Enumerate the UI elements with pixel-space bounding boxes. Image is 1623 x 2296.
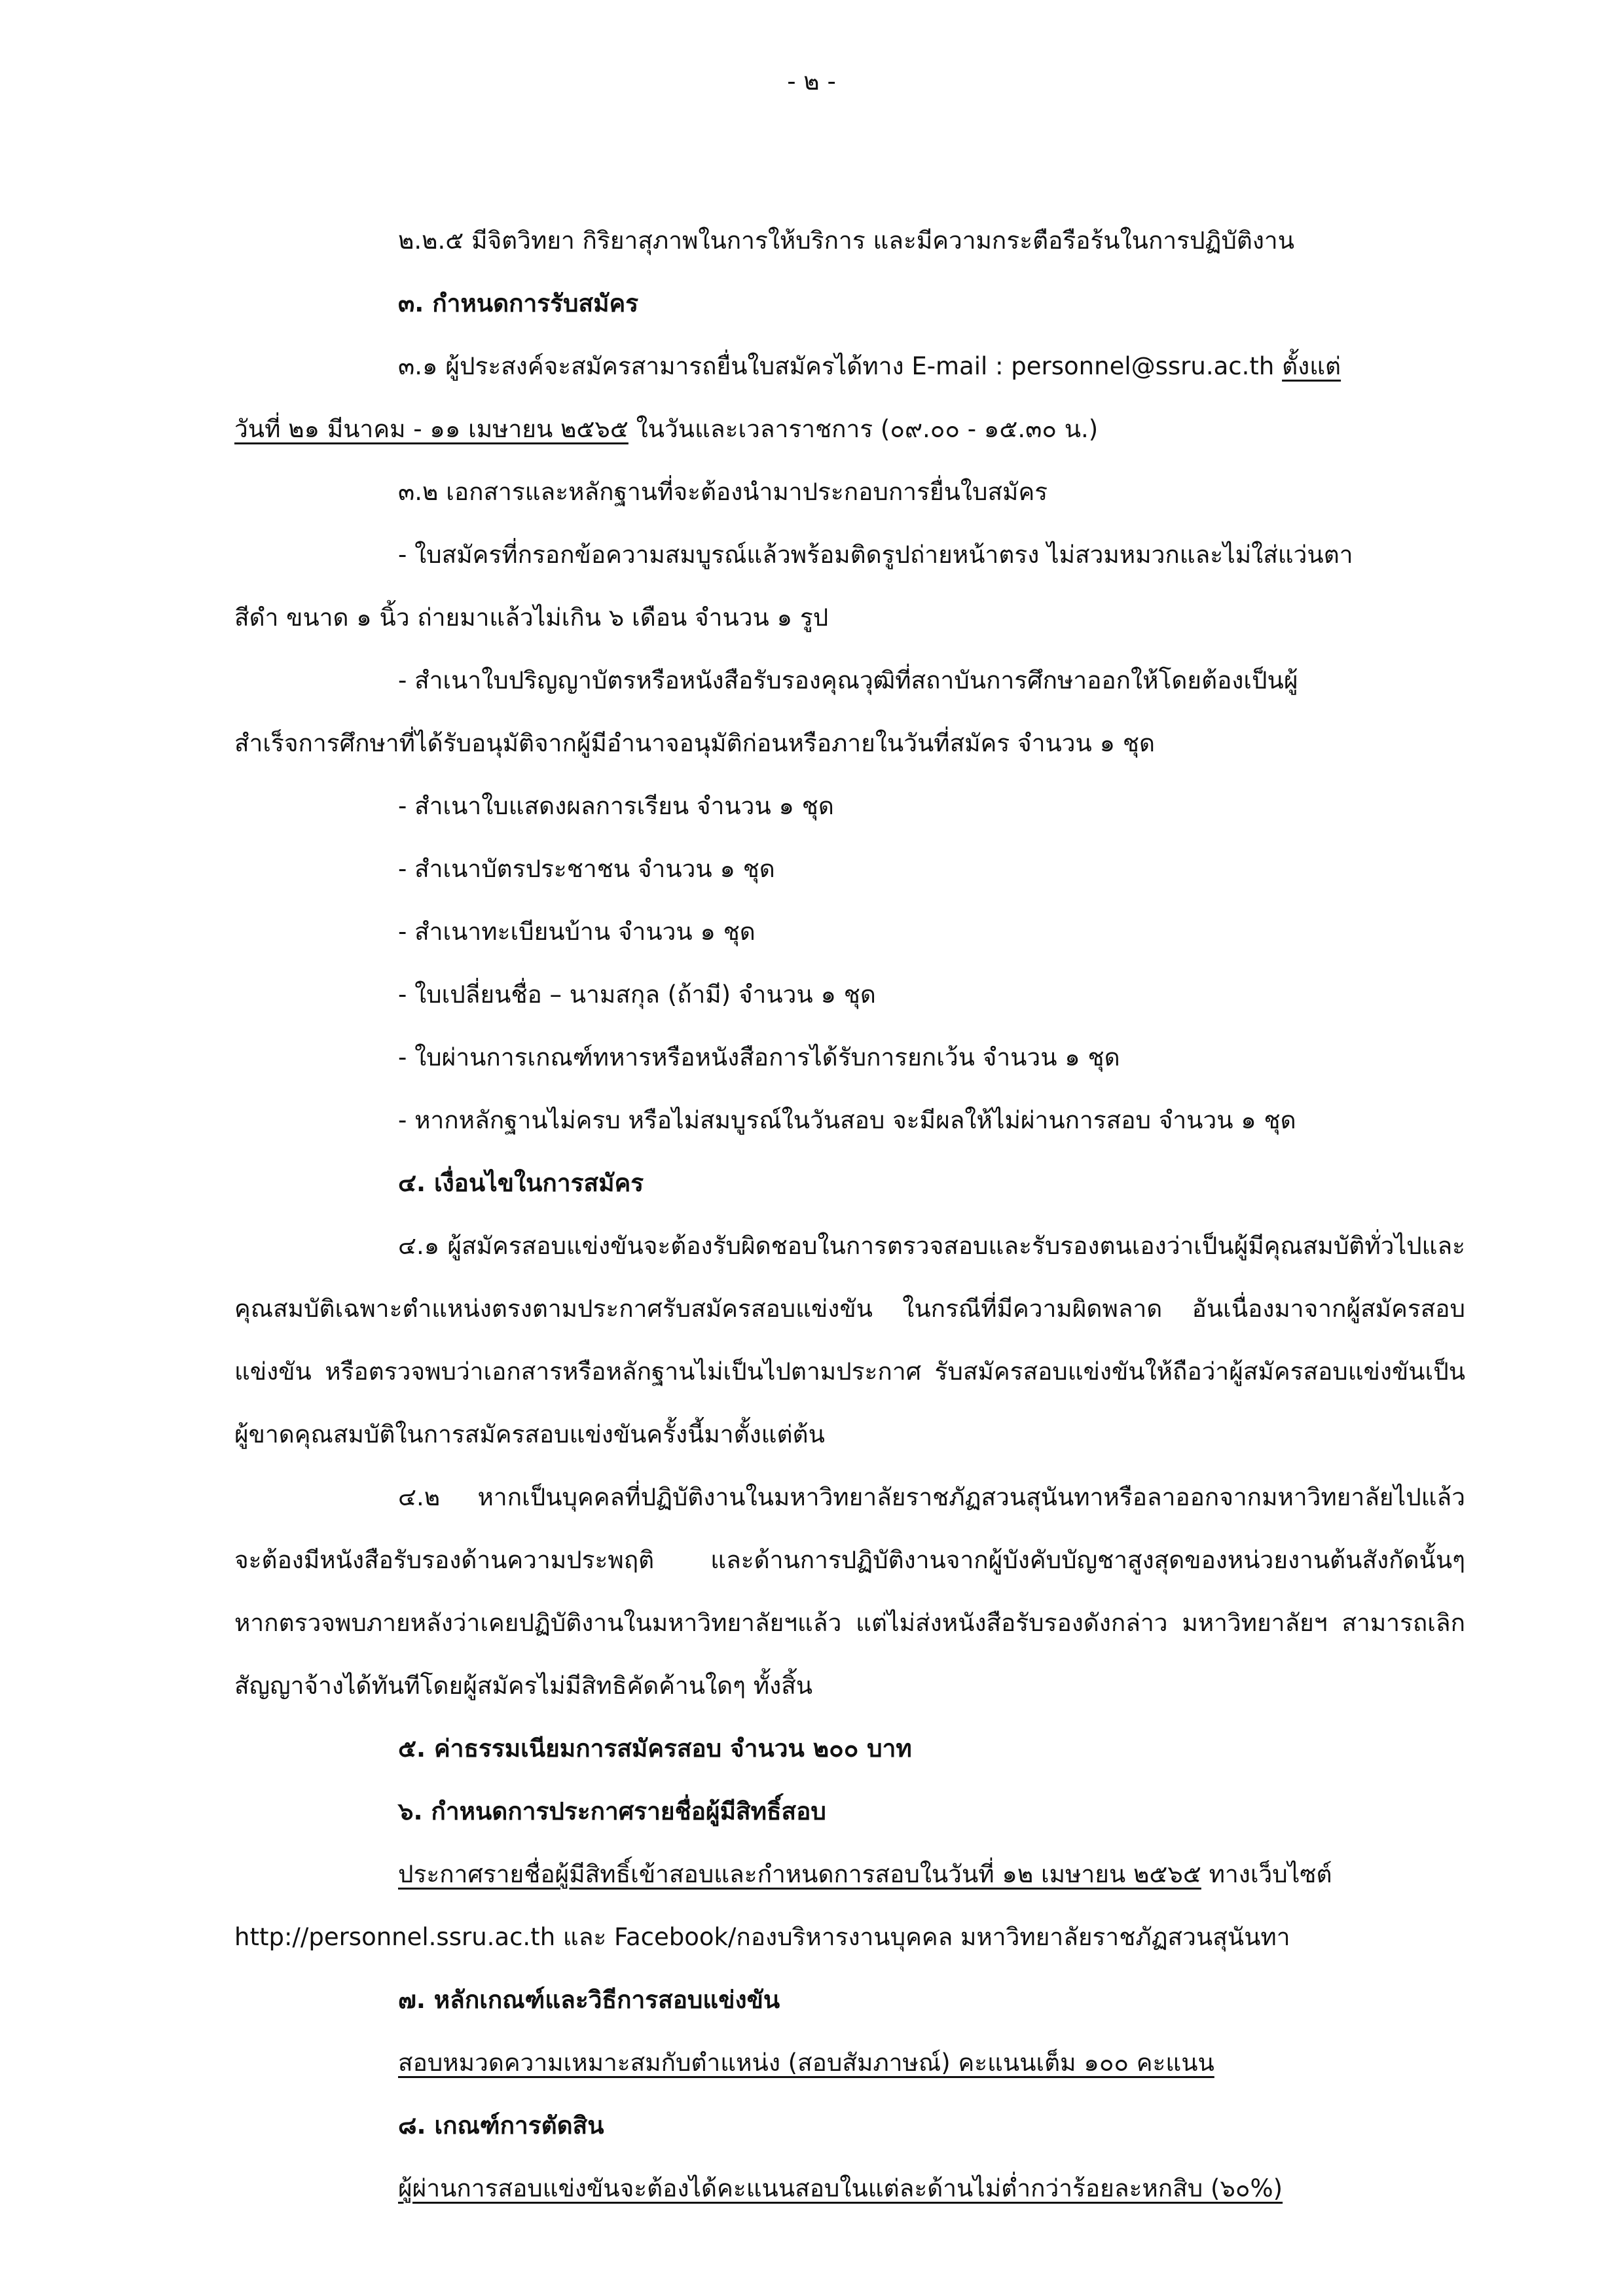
clause-2-2-5: ๒.๒.๕ มีจิตวิทยา กิริยาสุภาพในการให้บริการ และมีความกระตือรือร้นในการปฏิบัติงาน bbox=[398, 226, 1294, 255]
pass-criteria: ผู้ผ่านการสอบแข่งขันจะต้องได้คะแนนสอบในแต่ละด้านไม่ต่ำกว่าร้อยละหกสิบ (๖๐%) bbox=[398, 2174, 1283, 2202]
exam-criteria-line bbox=[234, 2032, 1465, 2094]
announcement-website-label: ทางเว็บไซต์ bbox=[1201, 1860, 1332, 1888]
section-5-heading: ๕. ค่าธรรมเนียมการสมัครสอบ จำนวน ๒๐๐ บาท bbox=[398, 1734, 912, 1763]
section-4-heading: ๔. เงื่อนไขในการสมัคร bbox=[398, 1169, 644, 1197]
page-number: - ๒ - bbox=[787, 67, 836, 96]
document-item-photo-line2: สีดำ ขนาด ๑ นิ้ว ถ่ายมาแล้วไม่เกิน ๖ เดือน จำนวน ๑ รูป bbox=[234, 603, 829, 632]
document-item-id-card: - สำเนาบัตรประชาชน จำนวน ๑ ชุด bbox=[398, 855, 775, 883]
application-period-dates: วันที่ ๒๑ มีนาคม - ๑๑ เมษายน ๒๕๖๕ bbox=[234, 415, 629, 443]
announcement-line1 bbox=[234, 1843, 1465, 1906]
pass-criteria-line bbox=[234, 2157, 1465, 2220]
office-hours-text: ในวันและเวลาราชการ (๐๙.๐๐ - ๑๕.๓๐ น.) bbox=[628, 415, 1099, 443]
document-item-house-registration: - สำเนาทะเบียนบ้าน จำนวน ๑ ชุด bbox=[398, 918, 756, 946]
document-item-name-change: - ใบเปลี่ยนชื่อ – นามสกุล (ถ้ามี) จำนวน ๑ ชุด bbox=[398, 980, 876, 1009]
document-item-degree-line2: สำเร็จการศึกษาที่ได้รับอนุมัติจากผู้มีอำนาจอนุมัติก่อนหรือภายในวันที่สมัคร จำนวน ๑ ชุด bbox=[234, 729, 1155, 757]
clause-3-2: ๓.๒ เอกสารและหลักฐานที่จะต้องนำมาประกอบการยื่นใบสมัคร bbox=[398, 478, 1048, 506]
announcement-date: ประกาศรายชื่อผู้มีสิทธิ์เข้าสอบและกำหนดการสอบในวันที่ ๑๒ เมษายน ๒๕๖๕ bbox=[398, 1860, 1201, 1888]
application-period-start: ตั้งแต่ bbox=[1282, 352, 1341, 380]
section-7-heading: ๗. หลักเกณฑ์และวิธีการสอบแข่งขัน bbox=[398, 1986, 780, 2014]
document-item-photo-line1: - ใบสมัครที่กรอกข้อความสมบูรณ์แล้วพร้อมติดรูปถ่ายหน้าตรง ไม่สวมหมวกและไม่ใส่แว่นตา bbox=[398, 541, 1353, 569]
section-3-heading: ๓. กำหนดการรับสมัคร bbox=[398, 289, 639, 317]
document-item-military: - ใบผ่านการเกณฑ์ทหารหรือหนังสือการได้รับการยกเว้น จำนวน ๑ ชุด bbox=[398, 1043, 1120, 1071]
section-6-heading: ๖. กำหนดการประกาศรายชื่อผู้มีสิทธิ์สอบ bbox=[398, 1797, 826, 1825]
document-item-transcript: - สำเนาใบแสดงผลการเรียน จำนวน ๑ ชุด bbox=[398, 792, 834, 820]
clause-3-1-text: ๓.๑ ผู้ประสงค์จะสมัครสามารถยื่นใบสมัครได้ทาง E-mail : personnel@ssru.ac.th bbox=[398, 352, 1283, 380]
section-8-heading: ๘. เกณฑ์การตัดสิน bbox=[398, 2111, 604, 2140]
announcement-line2: http://personnel.ssru.ac.th และ Facebook/กองบริหารงานบุคคล มหาวิทยาลัยราชภัฏสวนสุนันทา bbox=[234, 1923, 1290, 1951]
clause-3-1-line1 bbox=[234, 335, 1465, 398]
clause-4-2: ๔.๒ หากเป็นบุคคลที่ปฏิบัติงานในมหาวิทยาลัยราชภัฏสวนสุนันทาหรือลาออกจากมหาวิทยาลัยไปแล้ว จะต้องมีหนังสือรับรองด้านความประพฤติ และด้านการปฏิบัติงานจากผู้บังคับบัญชาสูงสุดของหน่วยงานต้นสังกัดนั้นๆ หากตรวจพบภายหลังว่าเคยปฏิบัติงานในมหาวิทยาลัยฯแล้ว แต่ไม่ส่งหนังสือรับรองดังกล่าว มหาวิทยาลัยฯ สามารถเลิกสัญญาจ้างได้ทันทีโดยผู้สมัครไม่มีสิทธิคัดค้านใดๆ ทั้งสิ้น bbox=[234, 1483, 1465, 1700]
clause-3-1-line2 bbox=[234, 398, 1465, 461]
clause-4-1: ๔.๑ ผู้สมัครสอบแข่งขันจะต้องรับผิดชอบในการตรวจสอบและรับรองตนเองว่าเป็นผู้มีคุณสมบัติทั่วไปและคุณสมบัติเฉพาะตำแหน่งตรงตามประกาศรับสมัครสอบแข่งขัน ในกรณีที่มีความผิดพลาด อันเนื่องมาจากผู้สมัครสอบแข่งขัน หรือตรวจพบว่าเอกสารหรือหลักฐานไม่เป็นไปตามประกาศ รับสมัครสอบแข่งขันให้ถือว่าผู้สมัครสอบแข่งขันเป็นผู้ขาดคุณสมบัติในการสมัครสอบแข่งขันครั้งนี้มาตั้งแต่ต้น bbox=[234, 1232, 1465, 1448]
document-item-degree-line1: - สำเนาใบปริญญาบัตรหรือหนังสือรับรองคุณวุฒิที่สถาบันการศึกษาออกให้โดยต้องเป็นผู้ bbox=[398, 666, 1298, 694]
document-item-incomplete-note: - หากหลักฐานไม่ครบ หรือไม่สมบูรณ์ในวันสอบ จะมีผลให้ไม่ผ่านการสอบ จำนวน ๑ ชุด bbox=[398, 1106, 1296, 1134]
document-body bbox=[234, 209, 1465, 2220]
exam-criteria: สอบหมวดความเหมาะสมกับตำแหน่ง (สอบสัมภาษณ์) คะแนนเต็ม ๑๐๐ คะแนน bbox=[398, 2049, 1214, 2077]
